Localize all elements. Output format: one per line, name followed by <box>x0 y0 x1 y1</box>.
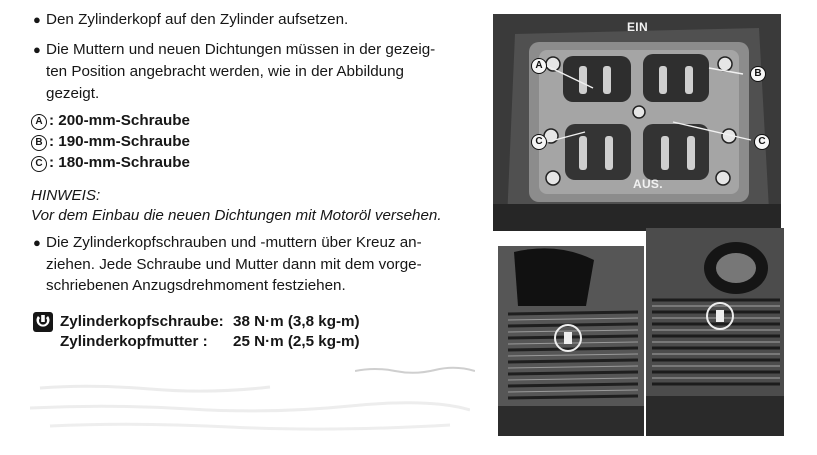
callout-c: C <box>754 134 770 150</box>
bullet-dot-icon: ● <box>33 235 41 250</box>
step-tighten-line2: ziehen. Jede Schraube und Mutter dann mit dem vorge- <box>46 256 422 273</box>
label-out: AUS. <box>633 177 663 191</box>
circle-b-icon: B <box>31 135 47 151</box>
spec-value-bolt: 38 N·m (3,8 kg-m) <box>233 313 360 330</box>
bullet-dot-icon: ● <box>33 42 41 57</box>
step-set-head: Den Zylinderkopf auf den Zylinder aufsetzen. <box>46 11 349 28</box>
legend-item-b <box>31 132 190 152</box>
callout-b: B <box>750 66 766 82</box>
legend-text: : 180-mm-Schraube <box>49 154 190 171</box>
cylinder-head-photo <box>493 14 781 231</box>
step-tighten-line3: schriebenen Anzugsdrehmoment festziehen. <box>46 277 346 294</box>
label-in: EIN <box>627 20 648 34</box>
legend-text: : 190-mm-Schraube <box>49 133 190 150</box>
engine-fins-photo-left <box>498 246 644 436</box>
circle-a-icon: A <box>31 114 47 130</box>
step-nuts-line1: Die Muttern und neuen Dichtungen müssen in der gezeig- <box>46 41 436 58</box>
note-text: Vor dem Einbau die neuen Dichtungen mit Motoröl versehen. <box>31 207 442 224</box>
callout-a: A <box>531 58 547 74</box>
spec-label-bolt: Zylinderkopfschraube: <box>60 313 224 330</box>
bleed-through-smudge <box>355 365 475 375</box>
legend-item-a <box>31 111 190 131</box>
step-tighten-line1: Die Zylinderkopfschrauben und -muttern über Kreuz an- <box>46 234 422 251</box>
engine-fins-photo-right <box>646 228 784 436</box>
spec-value-nut: 25 N·m (2,5 kg-m) <box>233 333 360 350</box>
bleed-through-smudge <box>30 380 470 435</box>
bullet-dot-icon: ● <box>33 12 41 27</box>
circle-c-icon: C <box>31 156 47 172</box>
note-heading: HINWEIS: <box>31 187 101 204</box>
spec-label-nut: Zylinderkopfmutter : <box>60 333 208 350</box>
step-nuts-line2: ten Position angebracht werden, wie in der Abbildung <box>46 63 404 80</box>
legend-text: : 200-mm-Schraube <box>49 112 190 129</box>
callout-c: C <box>531 134 547 150</box>
step-nuts-line3: gezeigt. <box>46 85 100 102</box>
torque-wrench-icon <box>33 312 53 332</box>
legend-item-c <box>31 153 190 173</box>
